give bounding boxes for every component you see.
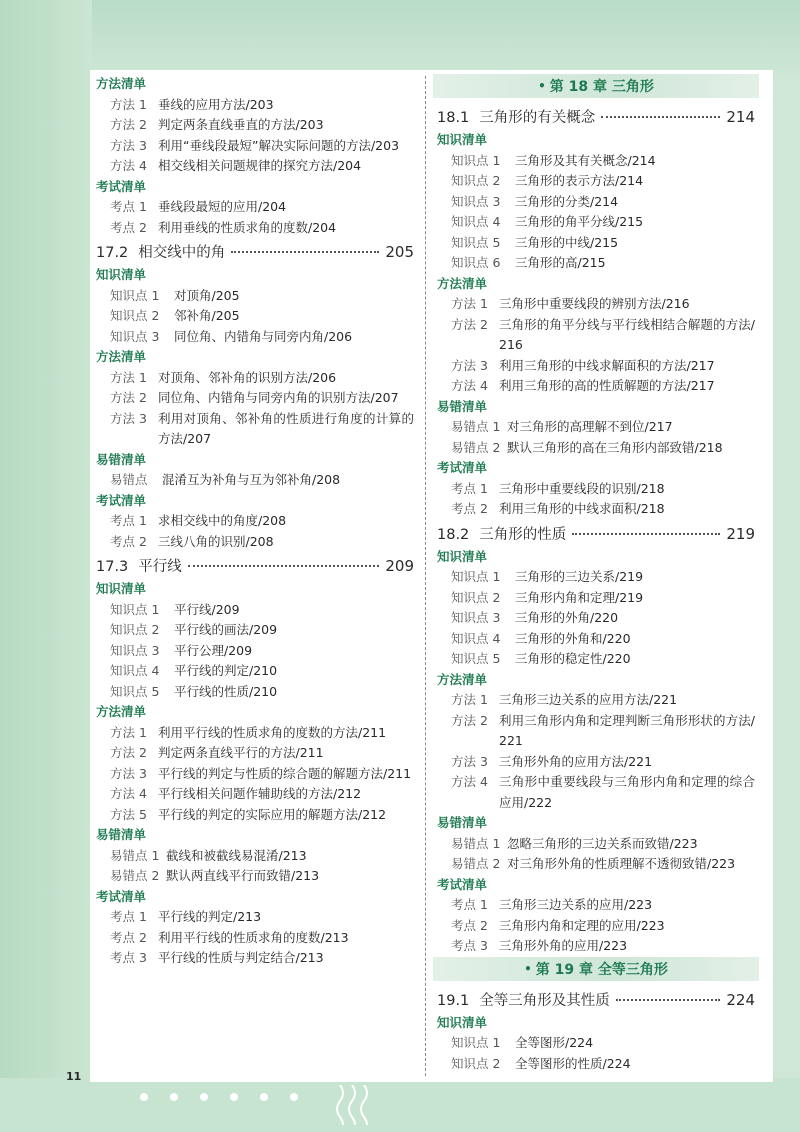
entry-label: 方法 4	[451, 774, 488, 789]
toc-entry	[96, 368, 414, 389]
toc-entry	[437, 192, 755, 213]
entry-label: 知识点 3	[451, 610, 501, 625]
toc-entry	[96, 218, 414, 239]
section-title: 平行线	[138, 559, 182, 575]
section-title: 三角形的有关概念	[479, 110, 596, 126]
entry-text: 利用三角形的中线求解面积的方法/217	[499, 357, 715, 373]
toc-entry	[96, 388, 414, 409]
entry-text: 利用平行线的性质求角的度数的方法/211	[158, 724, 387, 740]
list-heading: 考试清单	[96, 492, 147, 508]
entry-text: 利用垂线的性质求角的度数/204	[158, 219, 337, 235]
section-title: 相交线中的角	[138, 245, 226, 261]
section-number: 17.2	[96, 245, 129, 261]
toc-entry	[96, 286, 414, 307]
column-divider	[425, 76, 426, 1076]
entry-text: 三角形的中线/215	[515, 234, 619, 250]
section-heading	[96, 553, 414, 579]
toc-entry	[437, 588, 755, 609]
chapter-title: 第 19 章 全等三角形	[535, 961, 668, 978]
toc-entry	[96, 846, 414, 867]
entry-label: 方法 3	[110, 410, 147, 426]
entry-label: 考点 3	[451, 938, 488, 953]
leader-dots	[231, 251, 379, 253]
entry-text: 垂线段最短的应用/204	[158, 199, 287, 214]
toc-right-column	[437, 74, 755, 1074]
entry-label: 知识点 4	[110, 663, 160, 678]
entry-text: 三角形外角的应用/223	[499, 938, 628, 953]
toc-entry	[437, 376, 755, 397]
entry-label: 知识点 6	[451, 255, 501, 270]
entry-label: 考点 1	[451, 480, 488, 496]
toc-entry	[96, 641, 414, 662]
entry-label: 知识点 1	[110, 601, 160, 617]
entry-label: 考点 3	[110, 950, 147, 965]
entry-label: 知识点 3	[110, 642, 160, 658]
entry-label: 知识点 2	[451, 589, 501, 605]
toc-entry	[96, 723, 414, 744]
entry-label: 知识点 1	[110, 287, 160, 303]
entry-label: 考点 1	[110, 513, 147, 528]
toc-entry	[96, 682, 414, 703]
toc-entry	[437, 253, 755, 274]
toc-entry	[96, 928, 414, 949]
entry-text: 判定两条直线垂直的方法/203	[158, 117, 324, 132]
entry-text: 平行线的判定与性质的综合题的解题方法/211	[158, 765, 412, 781]
entry-text: 三角形的表示方法/214	[515, 173, 644, 188]
toc-entry	[96, 805, 414, 826]
section-heading	[437, 104, 755, 130]
entry-text: 混淆互为补角与互为邻补角/208	[162, 472, 341, 487]
entry-label: 易错点 1	[451, 835, 501, 851]
list-heading: 方法清单	[437, 275, 488, 291]
toc-entry	[437, 608, 755, 629]
entry-label: 知识点 2	[451, 173, 501, 188]
entry-text: 三角形内角和定理/219	[515, 589, 644, 605]
toc-entry	[437, 151, 755, 172]
list-heading: 易错清单	[437, 815, 488, 830]
toc-entry	[437, 854, 755, 875]
toc-entry	[437, 438, 755, 459]
list-heading: 方法清单	[96, 76, 147, 91]
entry-label: 易错点	[110, 472, 148, 487]
toc-left-column	[96, 74, 414, 969]
entry-label: 知识点 4	[451, 630, 501, 646]
toc-entry	[437, 752, 755, 773]
section-page: 205	[385, 243, 414, 261]
toc-entry	[437, 772, 755, 813]
entry-label: 知识点 2	[110, 622, 160, 637]
toc-entry	[437, 711, 755, 752]
section-heading	[96, 239, 414, 265]
toc-entry	[437, 171, 755, 192]
entry-label: 知识点 4	[451, 214, 501, 229]
toc-entry	[96, 136, 414, 157]
entry-label: 易错点 2	[451, 439, 501, 455]
toc-entry	[437, 356, 755, 377]
section-number: 18.2	[437, 526, 470, 543]
section-page: 209	[385, 557, 414, 575]
entry-text: 平行线的性质/210	[174, 683, 278, 699]
entry-text: 求相交线中的角度/208	[158, 513, 287, 528]
entry-text: 对三角形外角的性质理解不透彻致错/223	[507, 856, 736, 871]
section-page: 224	[726, 990, 755, 1009]
entry-text: 对顶角、邻补角的识别方法/206	[158, 369, 337, 385]
entry-label: 方法 2	[110, 745, 147, 760]
toc-entry	[96, 866, 414, 887]
entry-label: 方法 1	[110, 724, 147, 740]
entry-label: 知识点 1	[451, 152, 501, 168]
entry-text: 相交线相关问题规律的探究方法/204	[158, 158, 362, 173]
entry-text: 三角形三边关系的应用/223	[499, 897, 653, 912]
toc-entry	[96, 409, 414, 450]
entry-text: 利用三角形内角和定理判断三角形形状的方法/221	[499, 712, 755, 748]
toc-entry	[437, 294, 755, 315]
entry-text: 垂线的应用方法/203	[158, 96, 274, 112]
entry-text: 利用三角形的中线求面积/218	[499, 501, 665, 516]
entry-label: 方法 5	[110, 806, 147, 822]
entry-text: 三角形的稳定性/220	[515, 651, 631, 666]
entry-text: 三角形外角的应用方法/221	[499, 753, 653, 769]
entry-text: 平行线/209	[174, 601, 240, 617]
toc-entry	[96, 764, 414, 785]
entry-text: 三角形内角和定理的应用/223	[499, 917, 665, 933]
section-number: 18.1	[437, 110, 470, 126]
entry-text: 三角形的角平分线与平行线相结合解题的方法/216	[499, 316, 755, 352]
entry-label: 方法 1	[451, 692, 488, 707]
leader-dots	[616, 999, 721, 1001]
entry-label: 方法 1	[110, 369, 147, 385]
entry-text: 利用对顶角、邻补角的性质进行角度的计算的方法/207	[158, 410, 414, 446]
entry-text: 三角形中重要线段的辨别方法/216	[499, 296, 690, 311]
list-heading: 考试清单	[96, 178, 147, 194]
list-heading: 考试清单	[96, 888, 147, 904]
entry-label: 知识点 5	[451, 651, 501, 666]
bullet-icon: •	[538, 79, 546, 93]
entry-label: 方法 1	[110, 96, 147, 112]
entry-label: 方法 4	[110, 786, 147, 801]
list-heading: 知识清单	[96, 267, 147, 282]
entry-label: 知识点 3	[451, 193, 501, 209]
entry-label: 知识点 5	[451, 234, 501, 250]
entry-text: 三角形中重要线段的识别/218	[499, 480, 665, 496]
background-left-band	[0, 0, 92, 1132]
entry-text: 利用“垂线段最短”解决实际问题的方法/203	[158, 137, 400, 153]
entry-label: 考点 1	[110, 909, 147, 924]
entry-text: 同位角、内错角与同旁内角/206	[174, 328, 353, 344]
entry-label: 考点 2	[110, 219, 147, 235]
entry-label: 考点 2	[110, 533, 147, 549]
entry-label: 易错点 1	[451, 419, 501, 434]
entry-text: 截线和被截线易混淆/213	[166, 847, 307, 863]
section-number: 17.3	[96, 559, 129, 575]
toc-entry	[437, 936, 755, 957]
toc-entry	[96, 197, 414, 218]
toc-entry	[437, 916, 755, 937]
list-heading: 知识清单	[437, 132, 488, 147]
entry-label: 知识点 1	[451, 1035, 501, 1050]
entry-label: 方法 3	[451, 753, 488, 769]
entry-text: 三角形及其有关概念/214	[515, 152, 656, 168]
list-heading: 考试清单	[437, 460, 488, 475]
toc-entry	[437, 479, 755, 500]
chapter-banner	[433, 74, 759, 98]
toc-entry	[96, 306, 414, 327]
section-page: 214	[726, 108, 755, 126]
entry-text: 邻补角/205	[174, 308, 240, 323]
toc-entry	[437, 629, 755, 650]
toc-entry	[96, 470, 414, 491]
entry-text: 忽略三角形的三边关系而致错/223	[507, 835, 698, 851]
entry-text: 默认三角形的高在三角形内部致错/218	[507, 439, 723, 455]
entry-label: 知识点 5	[110, 683, 160, 699]
section-heading	[437, 987, 755, 1013]
entry-text: 三角形的三边关系/219	[515, 569, 644, 584]
entry-text: 利用三角形的高的性质解题的方法/217	[499, 378, 715, 393]
background-top-band	[0, 0, 800, 80]
list-heading: 易错清单	[96, 451, 147, 467]
section-heading	[437, 521, 755, 547]
toc-entry	[437, 499, 755, 520]
toc-entry	[437, 417, 755, 438]
entry-text: 三角形的外角/220	[515, 610, 619, 625]
list-heading: 方法清单	[96, 704, 147, 719]
toc-entry	[96, 156, 414, 177]
toc-entry	[437, 315, 755, 356]
toc-entry	[437, 649, 755, 670]
toc-entry	[96, 115, 414, 136]
entry-label: 考点 1	[451, 897, 488, 912]
entry-text: 三角形的角平分线/215	[515, 214, 644, 229]
entry-label: 方法 4	[110, 158, 147, 173]
toc-entry	[437, 690, 755, 711]
list-heading: 考试清单	[437, 876, 488, 892]
toc-entry	[437, 1033, 755, 1054]
entry-label: 方法 2	[451, 316, 488, 332]
toc-entry	[437, 212, 755, 233]
entry-text: 全等图形/224	[515, 1035, 594, 1050]
entry-text: 平行线相关问题作辅助线的方法/212	[158, 786, 362, 801]
chapter-title: 第 18 章 三角形	[549, 79, 654, 95]
toc-entry	[96, 948, 414, 969]
entry-text: 平行公理/209	[174, 642, 253, 658]
entry-text: 平行线的性质与判定结合/213	[158, 950, 324, 965]
entry-label: 易错点 1	[110, 847, 160, 863]
toc-entry	[96, 511, 414, 532]
entry-text: 同位角、内错角与同旁内角的识别方法/207	[158, 390, 399, 405]
section-title: 全等三角形及其性质	[479, 992, 610, 1009]
list-heading: 易错清单	[96, 827, 147, 842]
entry-label: 考点 2	[451, 501, 488, 516]
entry-text: 判定两条直线平行的方法/211	[158, 745, 324, 760]
entry-text: 三角形三边关系的应用方法/221	[499, 692, 678, 707]
section-title: 三角形的性质	[479, 526, 567, 543]
toc-entry	[96, 743, 414, 764]
entry-text: 三角形的分类/214	[515, 193, 619, 209]
list-heading: 易错清单	[437, 398, 488, 414]
entry-text: 默认两直线平行而致错/213	[166, 868, 320, 883]
entry-text: 平行线的判定/210	[174, 663, 278, 678]
entry-label: 方法 3	[451, 357, 488, 373]
entry-label: 方法 3	[110, 765, 147, 781]
leader-dots	[572, 533, 720, 535]
section-page: 219	[726, 524, 755, 543]
toc-entry	[96, 661, 414, 682]
entry-label: 方法 1	[451, 296, 488, 311]
entry-label: 考点 2	[110, 929, 147, 945]
bullet-icon: •	[524, 961, 532, 976]
entry-label: 易错点 2	[110, 868, 160, 883]
entry-label: 方法 3	[110, 137, 147, 153]
entry-text: 平行线的判定的实际应用的解题方法/212	[158, 806, 387, 822]
entry-label: 方法 2	[110, 117, 147, 132]
decorative-dots-and-waves	[130, 1085, 410, 1125]
section-number: 19.1	[437, 992, 470, 1009]
list-heading: 知识清单	[437, 1014, 488, 1030]
toc-entry	[96, 327, 414, 348]
entry-label: 考点 1	[110, 199, 147, 214]
entry-text: 对顶角/205	[174, 287, 240, 303]
entry-label: 知识点 1	[451, 569, 501, 584]
toc-entry	[96, 907, 414, 928]
toc-entry	[437, 567, 755, 588]
toc-entry	[96, 532, 414, 553]
entry-label: 方法 2	[451, 712, 488, 728]
entry-label: 方法 2	[110, 390, 147, 405]
toc-entry	[96, 95, 414, 116]
entry-text: 三角形的高/215	[515, 255, 606, 270]
entry-text: 三角形中重要线段与三角形内角和定理的综合应用/222	[499, 774, 755, 810]
entry-label: 考点 2	[451, 917, 488, 933]
list-heading: 方法清单	[96, 349, 147, 364]
entry-label: 知识点 2	[451, 1055, 501, 1071]
entry-label: 易错点 2	[451, 856, 501, 871]
list-heading: 知识清单	[437, 548, 488, 564]
leader-dots	[188, 565, 380, 567]
entry-text: 利用平行线的性质求角的度数/213	[158, 929, 349, 945]
entry-text: 对三角形的高理解不到位/217	[507, 419, 673, 434]
leader-dots	[601, 116, 720, 118]
toc-entry	[96, 600, 414, 621]
entry-text: 全等图形的性质/224	[515, 1055, 631, 1071]
toc-entry	[437, 895, 755, 916]
chapter-banner	[433, 957, 759, 981]
entry-label: 方法 4	[451, 378, 488, 393]
entry-label: 知识点 2	[110, 308, 160, 323]
entry-text: 三线八角的识别/208	[158, 533, 274, 549]
entry-text: 平行线的判定/213	[158, 909, 262, 924]
toc-entry	[96, 620, 414, 641]
entry-label: 知识点 3	[110, 328, 160, 344]
toc-entry	[437, 834, 755, 855]
list-heading: 知识清单	[96, 581, 147, 596]
toc-entry	[437, 233, 755, 254]
entry-text: 平行线的画法/209	[174, 622, 278, 637]
list-heading: 方法清单	[437, 671, 488, 687]
toc-entry	[96, 784, 414, 805]
page-number: 11	[66, 1070, 82, 1083]
entry-text: 三角形的外角和/220	[515, 630, 631, 646]
toc-entry	[437, 1054, 755, 1075]
